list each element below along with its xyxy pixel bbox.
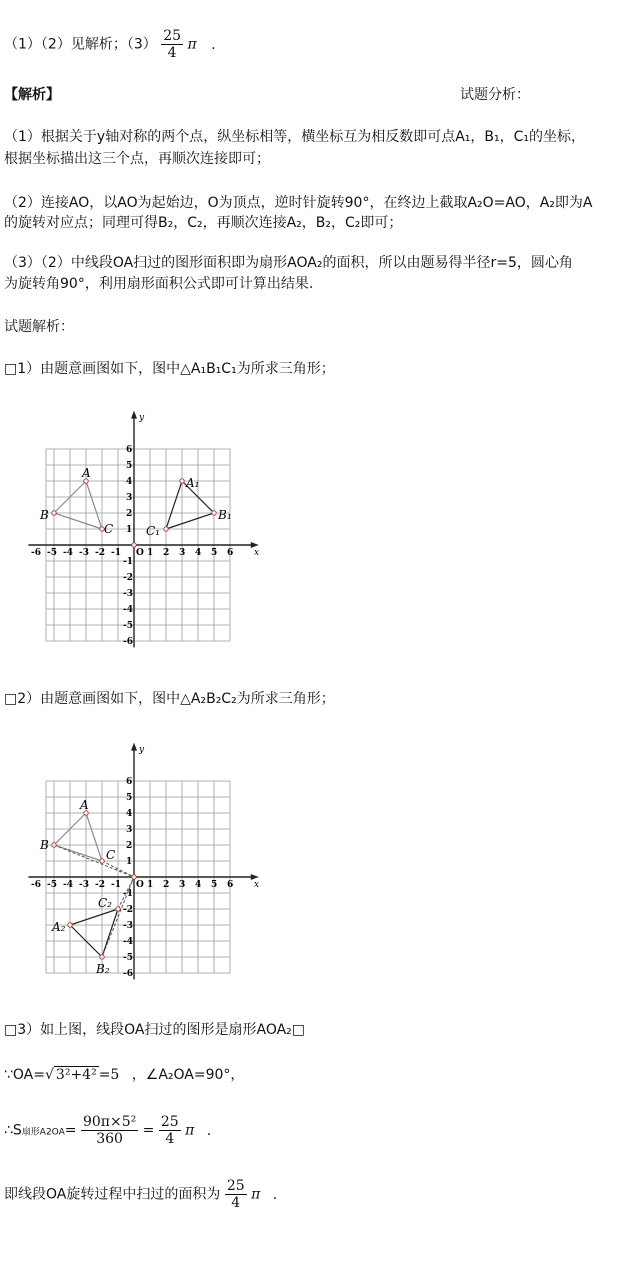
x-tick-label: -3 (79, 880, 89, 890)
area-res-num: 25 (160, 1114, 179, 1130)
final-line (4, 1178, 277, 1211)
x-tick-label: -3 (79, 548, 89, 558)
area-s-prefix: ∴S (4, 1122, 22, 1139)
y-tick-label: 1 (126, 857, 133, 867)
y-tick-label: 4 (126, 477, 133, 487)
x-tick-label: -6 (31, 880, 41, 890)
y-tick-label: 6 (126, 445, 133, 455)
area-dot: . (206, 1122, 212, 1139)
x-tick-label: 5 (211, 880, 218, 890)
point-B (52, 843, 56, 847)
heading-jiexi: 【解析】 (4, 87, 60, 103)
x-tick-label: 4 (195, 548, 202, 558)
area-eq: = (64, 1122, 77, 1139)
final-den: 4 (231, 1195, 241, 1211)
y-tick-label: 1 (126, 525, 133, 535)
x-tick-label: O (136, 548, 144, 558)
point-label-A: A (80, 798, 89, 812)
figure-2-coordinate-plane (14, 737, 276, 989)
y-tick-label: 3 (126, 493, 133, 503)
final-pi: π (251, 1186, 261, 1203)
x-tick-label: 2 (163, 880, 170, 890)
y-axis-label: y (139, 413, 145, 424)
final-fraction (225, 1178, 247, 1211)
answer-suffix: . (211, 36, 216, 53)
heading-shiti-jiexi: 试题解析： (4, 319, 74, 335)
x-tick-label: 6 (227, 880, 234, 890)
answer-line (4, 28, 216, 61)
sqrt-sign: √ (45, 1067, 54, 1083)
triangle-ABC (54, 481, 102, 529)
y-tick-label: 4 (126, 809, 133, 819)
x-tick-label: -6 (31, 548, 41, 558)
solution-step3: □3）如上图，线段OA扫过的图形是扇形AOA₂□ (4, 1022, 306, 1038)
analysis-p3-line1: （3）（2）中线段OA扫过的图形面积即为扇形AOA₂的面积，所以由题易得半径r=5，圆心角 (4, 255, 573, 271)
y-tick-label: 5 (126, 793, 133, 803)
x-tick-label: -1 (111, 880, 121, 890)
y-tick-label: -5 (123, 953, 133, 963)
x-tick-label: -2 (95, 548, 105, 558)
triangle-A2B2C2 (70, 909, 118, 957)
x-tick-label: 3 (179, 548, 186, 558)
x-tick-label: -5 (47, 880, 57, 890)
x-tick-label: 6 (227, 548, 234, 558)
x-axis-label: x (254, 880, 260, 890)
area-equation (4, 1114, 211, 1147)
final-prefix: 即线段OA旋转过程中扫过的面积为 (4, 1186, 221, 1203)
y-tick-label: -1 (123, 557, 133, 567)
answer-frac-den: 4 (167, 45, 177, 61)
x-tick-label: 4 (195, 880, 202, 890)
x-tick-label: -2 (95, 880, 105, 890)
y-tick-label: 6 (126, 777, 133, 787)
area-fraction (81, 1114, 138, 1147)
analysis-p1-line1: （1）根据关于y轴对称的两个点，纵坐标相等，横坐标互为相反数即可点A₁，B₁，C₁的坐标， (4, 129, 585, 145)
point-label-C: C (104, 522, 114, 536)
point-C (100, 859, 104, 863)
answer-fraction (161, 28, 183, 61)
point-B1 (212, 511, 216, 515)
triangle-ABC (54, 813, 102, 861)
y-tick-label: 2 (126, 509, 133, 519)
y-tick-label: -3 (123, 921, 133, 931)
point-label-B1: B₁ (218, 508, 232, 522)
fig1-labels (39, 466, 232, 547)
point-label-C1: C₁ (146, 524, 160, 538)
y-axis-label: y (139, 745, 145, 756)
analysis-p2-line1: （2）连接AO，以AO为起始边，O为顶点，逆时针旋转90°，在终边上截取A₂O=AO，A₂即为A (4, 195, 593, 211)
oa-equation (4, 1064, 244, 1084)
area-pi: π (185, 1122, 195, 1139)
y-tick-label: -2 (123, 573, 133, 583)
origin-point (132, 875, 136, 879)
answer-frac-num: 25 (163, 28, 182, 44)
point-B2 (100, 955, 104, 959)
x-axis-label: x (254, 548, 260, 558)
point-label-A: A (82, 466, 91, 480)
point-B (52, 511, 56, 515)
y-tick-label: -4 (123, 937, 133, 947)
solution-step2: □2）由题意画图如下，图中△A₂B₂C₂为所求三角形； (4, 691, 335, 707)
origin-point (132, 543, 136, 547)
heading-fenxi: 试题分析： (460, 87, 530, 103)
x-tick-label: 1 (147, 880, 154, 890)
area-res-den: 4 (165, 1131, 175, 1147)
point-label-C2: C₂ (98, 896, 112, 910)
final-num: 25 (226, 1178, 245, 1194)
y-tick-label: -2 (123, 905, 133, 915)
y-axis-arrow (131, 743, 137, 751)
answer-prefix: （1）（2）见解析；（3） (4, 36, 157, 53)
point-label-B: B (40, 508, 49, 522)
x-tick-label: -5 (47, 548, 57, 558)
final-dot: . (272, 1186, 278, 1203)
y-tick-label: -5 (123, 621, 133, 631)
oa-radicand: 3²+4² (55, 1067, 97, 1083)
oa-angle: ，∠A₂OA=90°， (131, 1067, 245, 1083)
x-tick-label: 2 (163, 548, 170, 558)
y-tick-label: -3 (123, 589, 133, 599)
y-tick-label: -6 (123, 637, 133, 647)
x-tick-label: -1 (111, 548, 121, 558)
point-label-B: B (40, 838, 49, 852)
area-num: 90π×5² (82, 1114, 137, 1130)
x-tick-label: 3 (179, 880, 186, 890)
point-C1 (164, 527, 168, 531)
point-A2 (68, 923, 72, 927)
y-tick-label: 2 (126, 841, 133, 851)
area-eq2: = (142, 1122, 155, 1139)
point-label-C: C (106, 848, 116, 862)
y-axis-arrow (131, 411, 137, 419)
x-tick-label: -4 (63, 548, 73, 558)
point-label-B2: B₂ (96, 962, 110, 976)
answer-pi: π (187, 36, 197, 53)
y-tick-label: 3 (126, 825, 133, 835)
area-s-sub: 扇形A2OA (21, 1127, 65, 1138)
oa-prefix: ∵OA= (4, 1067, 45, 1083)
y-tick-label: -6 (123, 969, 133, 979)
solution-step1: □1）由题意画图如下，图中△A₁B₁C₁为所求三角形； (4, 361, 335, 377)
area-den: 360 (96, 1131, 123, 1147)
point-label-A1: A₁ (186, 476, 200, 490)
point-label-A2: A₂ (52, 920, 66, 934)
area-result-fraction (159, 1114, 181, 1147)
analysis-p1-line2: 根据坐标描出这三个点，再顺次连接即可； (4, 151, 270, 167)
y-tick-label: -1 (123, 889, 133, 899)
point-C2 (116, 907, 120, 911)
analysis-p3-line2: 为旋转角90°，利用扇形面积公式即可计算出结果. (4, 276, 314, 292)
figure-1-coordinate-plane (14, 405, 276, 657)
y-tick-label: -4 (123, 605, 133, 615)
x-tick-label: 5 (211, 548, 218, 558)
x-tick-label: 1 (147, 548, 154, 558)
analysis-p2-line2: 的旋转对应点；同理可得B₂，C₂，再顺次连接A₂，B₂，C₂即可； (4, 215, 403, 231)
point-A1 (180, 479, 184, 483)
y-tick-label: 5 (126, 461, 133, 471)
oa-result: =5 (98, 1067, 120, 1083)
x-tick-label: -4 (63, 880, 73, 890)
x-tick-label: O (136, 880, 144, 890)
